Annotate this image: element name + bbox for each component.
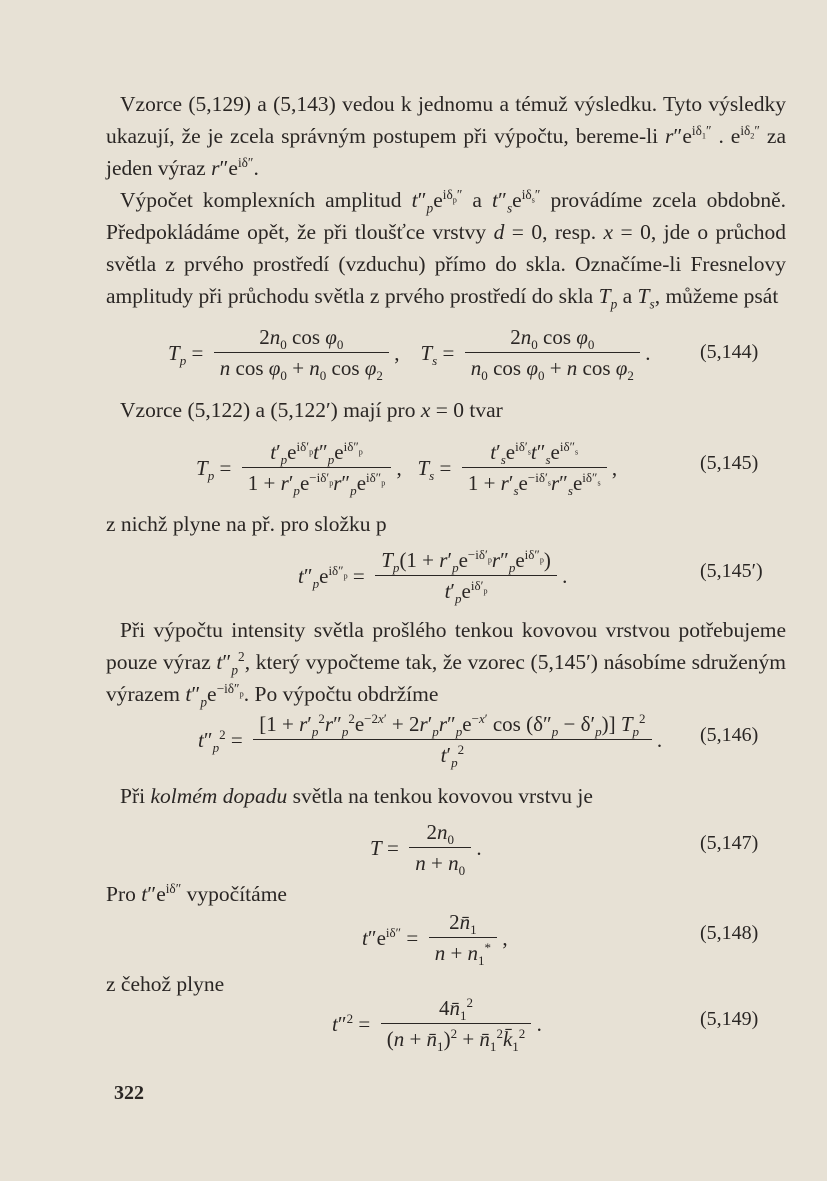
equation-number: (5,144) (700, 341, 759, 363)
paragraph-6: Při kolmém dopadu světla na tenkou kovovou vrstvu je (120, 784, 593, 808)
paragraph-5: Při výpočtu intensity světla prošlého tenkou kovovou vrstvou potřebujeme pouze výraz $t''_p^2$, který vypočteme tak, že vzorec (5,145′) násobíme sdruženým výrazem $t''_pe^{-i\delta''_p}$. Po výpočtu obdržíme (106, 618, 786, 710)
equation-number: (5,148) (700, 922, 759, 944)
paragraph-8: z čehož plyne (106, 972, 225, 996)
paragraph-1: Vzorce (5,129) a (5,143) vedou k jednomu a témuž výsledku. Tyto výsledky ukazují, že je zcela správným postupem při výpočtu, bereme-li $r''e^{i\delta_1''}$ . $e^{i\delta_2''}$ za jeden výraz $r''e^{i\delta''}$. (106, 92, 786, 180)
page-number: 322 (114, 1082, 144, 1104)
document-page: Vzorce (5,129) a (5,143) vedou k jednomu a témuž výsledku. Tyto výsledky ukazují, že je zcela správným postupem při výpočtu, bereme-li $r''e^{i\delta_1''}$ . $e^{i\delta_2''}$ za jeden výraz $r''e^{i\delta''}$. Výpočet komplexních amplitud $t''_pe^{i\delta_p''}$ a $t''_se^{i\delta_s''}$ provádíme zcela obdobně. Předpokládáme opět, že při tloušťce vrstvy d = 0, resp. x = 0, jde o průchod světla z prvého prostředí (vzduchu) přímo do skla. Označíme-li Fresnelovy amplitudy při průchodu světla z prvého prostředí do skla $T_p$ a $T_s$, můžeme psát $T_p$ = $\frac{2n_0 \cos \varphi_0}{n \cos \varphi_0 + n_0 \cos \varphi_2}$ , $T_s$ = $\frac{2n_0 \cos \varphi_0}{n_0 \cos \varphi_0 + n \cos \varphi_2}$ . (5,144) Vzorce (5,122) a (5,122′) mají pro x = 0 tvar $T_p$ = $\frac{t'_pe^{i\delta'_p}t''_pe^{i\delta''_p}}{1 + r'_pe^{-i\delta'_p}r''_pe^{i\delta''_p}}$ , $T_s$ = $\frac{t'_se^{i\delta'_s}t''_se^{i\delta''_s}}{1 + r'_se^{-i\delta'_s}r''_se^{i\delta''_s}}$ , (5,145) z nichž plyne na př. pro složku p $t''_pe^{i\delta''_p}$ = $\frac{T_p(1 + r'_pe^{-i\delta'_p}r''_pe^{i\delta''_p})}{t'_pe^{i\delta'_p}}$ . (5,145′) Při výpočtu intensity světla prošlého tenkou kovovou vrstvou potřebujeme pouze výraz $t''_p^2$, který vypočteme tak, že vzorec (5,145′) násobíme sdruženým výrazem $t''_pe^{-i\delta''_p}$. Po výpočtu obdržíme $t''_p^2$ = $\frac{[1 + r'_p^2r''_p^2e^{-2x'} + 2r'_pr''_pe^{-x'} \cos (\delta''_p - \delta'_p)] T_p^2}{t'_p^2}$ . (5,146) Při kolmém dopadu světla na tenkou kovovou vrstvu je T = $\frac{2n_0}{n + n_0}$ . (5,147) Pro $t''e^{i\delta''}$ vypočítáme $t''e^{i\delta''}$ = $\frac{2n̄_1}{n + n_1^*}$ , (5,148) z čehož plyne t″$^2$ = $\frac{4n̄_1^2}{(n + n̄_1)^2 + n̄_1^2k̄_1^2}$ . (5,149) 322 (0, 0, 827, 1181)
equation-number: (5,149) (700, 1008, 759, 1030)
paragraph-3: Vzorce (5,122) a (5,122′) mají pro x = 0 tvar (120, 398, 503, 422)
equation-number: (5,147) (700, 832, 759, 854)
equation-number: (5,146) (700, 724, 759, 746)
equation-number: (5,145′) (700, 560, 763, 582)
paragraph-2: Výpočet komplexních amplitud $t''_pe^{i\delta_p''}$ a $t''_se^{i\delta_s''}$ provádíme zcela obdobně. Předpokládáme opět, že při tloušťce vrstvy d = 0, resp. x = 0, jde o průchod světla z prvého prostředí (vzduchu) přímo do skla. Označíme-li Fresnelovy amplitudy při průchodu světla z prvého prostředí do skla $T_p$ a $T_s$, můžeme psát (106, 186, 786, 312)
paragraph-7: Pro $t''e^{i\delta''}$ vypočítáme (106, 880, 287, 906)
paragraph-4: z nichž plyne na př. pro složku p (106, 512, 387, 536)
equation-number: (5,145) (700, 452, 759, 474)
